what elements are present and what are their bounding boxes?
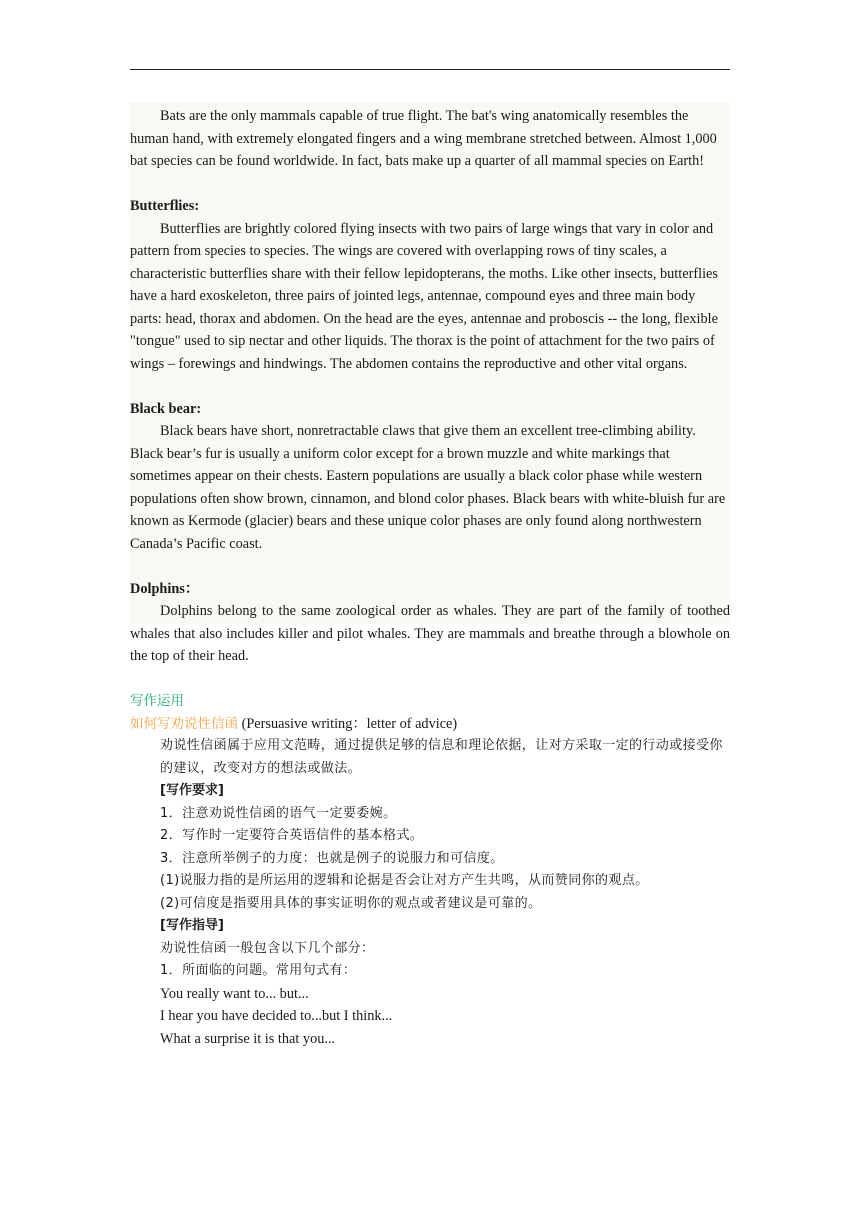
butterflies-heading: Butterflies: <box>130 198 200 214</box>
sentence-pattern: What a surprise it is that you... <box>160 1030 336 1047</box>
guidance-intro: 劝说性信函一般包含以下几个部分： <box>160 940 375 956</box>
black-bear-paragraph: Black bears have short, nonretractable claws that give them an excellent tree-climbing ability. Black bear’s fur is usually a uniform color except for a brown muzzle and white markings that sometimes appear on their chests. Eastern populations are usually a black color phase while western populations often show brown, cinnamon, and blond color phases. Black bears with white-bluish fur are known as Kermode (glacier) bears and these unique color phases are only found along northwestern Canada’s Pacific coast. <box>130 423 726 552</box>
guidance-heading: [写作指导] <box>160 918 224 933</box>
guidance-item: 1．所面临的问题。常用句式有： <box>160 963 357 978</box>
requirements-heading: [写作要求] <box>160 783 224 798</box>
dolphins-paragraph: Dolphins belong to the same zoological order as whales. They are part of the family of toothed whales that also includes killer and pilot whales. They are mammals and breathe through a blowhole on the top of their head. <box>130 603 730 664</box>
writing-subtitle <box>130 713 730 736</box>
requirement-item: 2．写作时一定要符合英语信件的基本格式。 <box>160 828 424 843</box>
writing-body <box>130 735 730 1050</box>
writing-section-title: 写作运用 <box>130 693 184 709</box>
bats-paragraph: Bats are the only mammals capable of true flight. The bat's wing anatomically resembles the human hand, with extremely elongated fingers and a wing membrane stretched between. Almost 1,000 bat species can be found worldwide. In fact, bats make up a quarter of all mammal species on Earth! <box>130 108 717 169</box>
requirement-item: (1)说服力指的是所运用的逻辑和论据是否会让对方产生共鸣，从而赞同你的观点。 <box>160 873 649 888</box>
sentence-pattern: I hear you have decided to...but I think... <box>160 1008 393 1024</box>
requirement-item: 1．注意劝说性信函的语气一定要委婉。 <box>160 805 397 821</box>
writing-subtitle-cn: 如何写劝说性信函 <box>130 715 238 732</box>
black-bear-heading: Black bear: <box>130 400 202 417</box>
writing-intro: 劝说性信函属于应用文范畴，通过提供足够的信息和理论依据，让对方采取一定的行动或接受你的建议，改变对方的想法或做法。 <box>160 738 723 776</box>
requirement-item: (2)可信度是指要用具体的事实证明你的观点或者建议是可靠的。 <box>160 895 542 911</box>
writing-subtitle-en: (Persuasive writing：letter of advice) <box>241 715 458 732</box>
header-rule <box>130 69 730 70</box>
page-content <box>130 105 730 1050</box>
sentence-pattern: You really want to... but... <box>160 985 309 1002</box>
dolphins-heading: Dolphins： <box>130 580 200 597</box>
requirement-item: 3．注意所举例子的力度：也就是例子的说服力和可信度。 <box>160 850 504 866</box>
butterflies-paragraph: Butterflies are brightly colored flying insects with two pairs of large wings that vary in color and pattern from species to species. The wings are covered with overlapping rows of tiny scales, a characteristic butterflies share with their fellow lepidopterans, the moths. Like other insects, butterflies have a hard exoskeleton, three pairs of jointed legs, antennae, compound eyes and three main body parts: head, thorax and abdomen. On the head are the eyes, antennae and proboscis -- the long, flexible "tongue" used to sip nectar and other liquids. The thorax is the point of attachment for the two pairs of wings – forewings and hindwings. The abdomen contains the reproductive and other vital organs. <box>130 220 718 372</box>
